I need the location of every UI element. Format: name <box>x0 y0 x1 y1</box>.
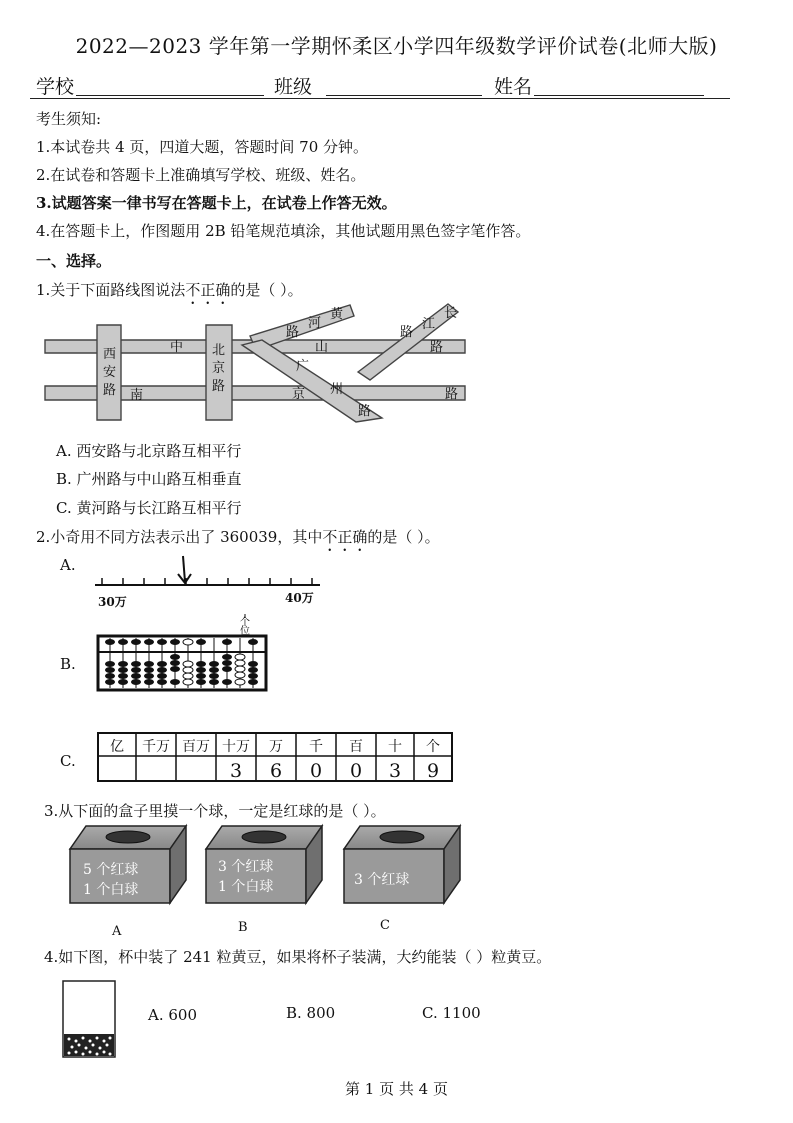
place-header-bai: 百 <box>349 739 363 755</box>
place-digit-qian: 0 <box>309 760 323 782</box>
map-lu-zhongshan: 路 <box>430 340 444 355</box>
box-c-line-1: 3 个红球 <box>354 872 410 888</box>
box-b <box>206 826 322 935</box>
map-lu-nan: 路 <box>445 387 459 402</box>
place-digit-shiwan: 3 <box>229 760 243 782</box>
q1-emphasis: 不正确 <box>185 281 231 299</box>
box-c <box>344 826 460 933</box>
box-a-line-1: 5 个红球 <box>83 862 139 878</box>
class-label: 班级 <box>274 76 313 98</box>
box-b-label[interactable]: B <box>238 920 248 935</box>
place-header-shiwan: 十万 <box>222 739 250 755</box>
number-line-left-label: 30万 <box>98 595 127 609</box>
section-title: 一、选择。 <box>36 252 112 270</box>
map-zhong: 中 <box>170 340 184 355</box>
abacus-unit-2: 位 <box>240 626 250 637</box>
school-label: 学校 <box>36 76 75 98</box>
place-header-ge: 个 <box>426 739 440 755</box>
map-beijing-2: 京 <box>212 361 226 376</box>
abacus-unit-1: 个 <box>240 617 250 628</box>
map-xian-1: 西 <box>103 347 117 362</box>
map-shan: 山 <box>315 340 329 355</box>
q4-stem: 4.如下图，杯中装了 241 粒黄豆，如果将杯子装满，大约能装（ ）粒黄豆。 <box>44 948 552 966</box>
place-digit-bai: 0 <box>349 760 363 782</box>
place-header-shi: 十 <box>388 739 402 755</box>
map-guangzhou-4: 路 <box>358 404 372 419</box>
q1-stem-b: 的是（ ）。 <box>230 281 303 299</box>
place-value-table <box>96 731 456 783</box>
name-field[interactable] <box>534 95 704 96</box>
place-digit-wan: 6 <box>269 760 283 782</box>
box-a <box>70 826 186 939</box>
place-header-qian: 千 <box>309 739 323 755</box>
place-digit-shi: 3 <box>388 760 402 782</box>
ball-boxes <box>68 823 468 943</box>
note-3: 3.试题答案一律书写在答题卡上，在试卷上作答无效。 <box>36 194 397 212</box>
box-b-line-1: 3 个红球 <box>218 859 274 875</box>
box-a-label[interactable]: A <box>112 924 122 939</box>
place-header-baiwan: 百万 <box>182 739 210 755</box>
place-header-qianwan: 千万 <box>142 739 170 755</box>
map-changjiang-1: 路 <box>400 325 414 340</box>
box-c-label[interactable]: C <box>380 918 390 933</box>
q3-stem: 3.从下面的盒子里摸一个球，一定是红球的是（ ）。 <box>44 802 386 820</box>
exam-title: 2022—2023 学年第一学期怀柔区小学四年级数学评价试卷(北师大版) <box>75 34 718 58</box>
box-b-line-2: 1 个白球 <box>218 879 274 895</box>
note-2: 2.在试卷和答题卡上准确填写学校、班级、姓名。 <box>36 166 366 184</box>
q1-option-b[interactable]: B. 广州路与中山路互相垂直 <box>56 470 242 488</box>
map-huanghe-2: 河 <box>308 316 322 331</box>
q4-option-b[interactable]: B. 800 <box>286 1004 336 1022</box>
q2-stem-b: 的是（ ）。 <box>367 528 440 546</box>
map-beijing-3: 路 <box>212 379 226 394</box>
map-changjiang-2: 江 <box>422 317 436 332</box>
number-line-ticks <box>102 578 312 585</box>
q2-option-b-label[interactable]: B. <box>60 655 76 673</box>
map-xian-3: 路 <box>103 383 117 398</box>
map-beijing-1: 北 <box>212 343 226 358</box>
map-huanghe-3: 黄 <box>330 307 344 322</box>
q1-option-c[interactable]: C. 黄河路与长江路互相平行 <box>56 499 242 517</box>
note-4: 4.在答题卡上，作图题用 2B 铅笔规范填涂，其他试题用黑色签字笔作答。 <box>36 222 531 240</box>
place-digit-ge: 9 <box>426 760 440 782</box>
q4-option-a[interactable]: A. 600 <box>148 1006 197 1024</box>
class-field[interactable] <box>326 95 482 96</box>
map-huanghe-1: 路 <box>286 325 300 340</box>
map-changjiang-3: 长 <box>444 306 458 321</box>
map-xian-2: 安 <box>103 365 117 380</box>
route-map <box>40 300 480 430</box>
map-guangzhou-2: 京 <box>292 387 306 402</box>
q2-option-c-label[interactable]: C. <box>60 752 76 770</box>
note-1: 1.本试卷共 4 页，四道大题，答题时间 70 分钟。 <box>36 138 369 156</box>
q4-option-c[interactable]: C. 1100 <box>422 1004 481 1022</box>
q2-option-a-label[interactable]: A. <box>60 556 76 574</box>
number-line-arrow <box>178 556 191 583</box>
number-line <box>92 554 326 610</box>
place-header-yi: 亿 <box>110 739 124 755</box>
page-footer: 第 1 页 共 4 页 <box>345 1080 448 1098</box>
q2-stem-a: 2.小奇用不同方法表示出了 360039，其中 <box>36 528 323 546</box>
map-guangzhou-3: 州 <box>330 382 344 397</box>
school-field[interactable] <box>76 95 264 96</box>
map-guangzhou-1: 广 <box>296 359 310 374</box>
place-header-wan: 万 <box>269 739 283 755</box>
q1-option-a[interactable]: A. 西安路与北京路互相平行 <box>56 442 242 460</box>
q1-stem-a: 1.关于下面路线图说法 <box>36 281 186 299</box>
box-a-line-2: 1 个白球 <box>83 882 139 898</box>
cup-of-beans <box>60 978 120 1060</box>
abacus <box>95 612 275 694</box>
notes-heading: 考生须知: <box>36 110 102 128</box>
name-label: 姓名 <box>494 76 533 98</box>
number-line-right-label: 40万 <box>285 591 314 605</box>
q2-stem <box>36 526 440 555</box>
map-nan: 南 <box>130 388 144 403</box>
header-divider <box>30 98 730 99</box>
q2-emphasis: 不正确 <box>322 528 368 546</box>
